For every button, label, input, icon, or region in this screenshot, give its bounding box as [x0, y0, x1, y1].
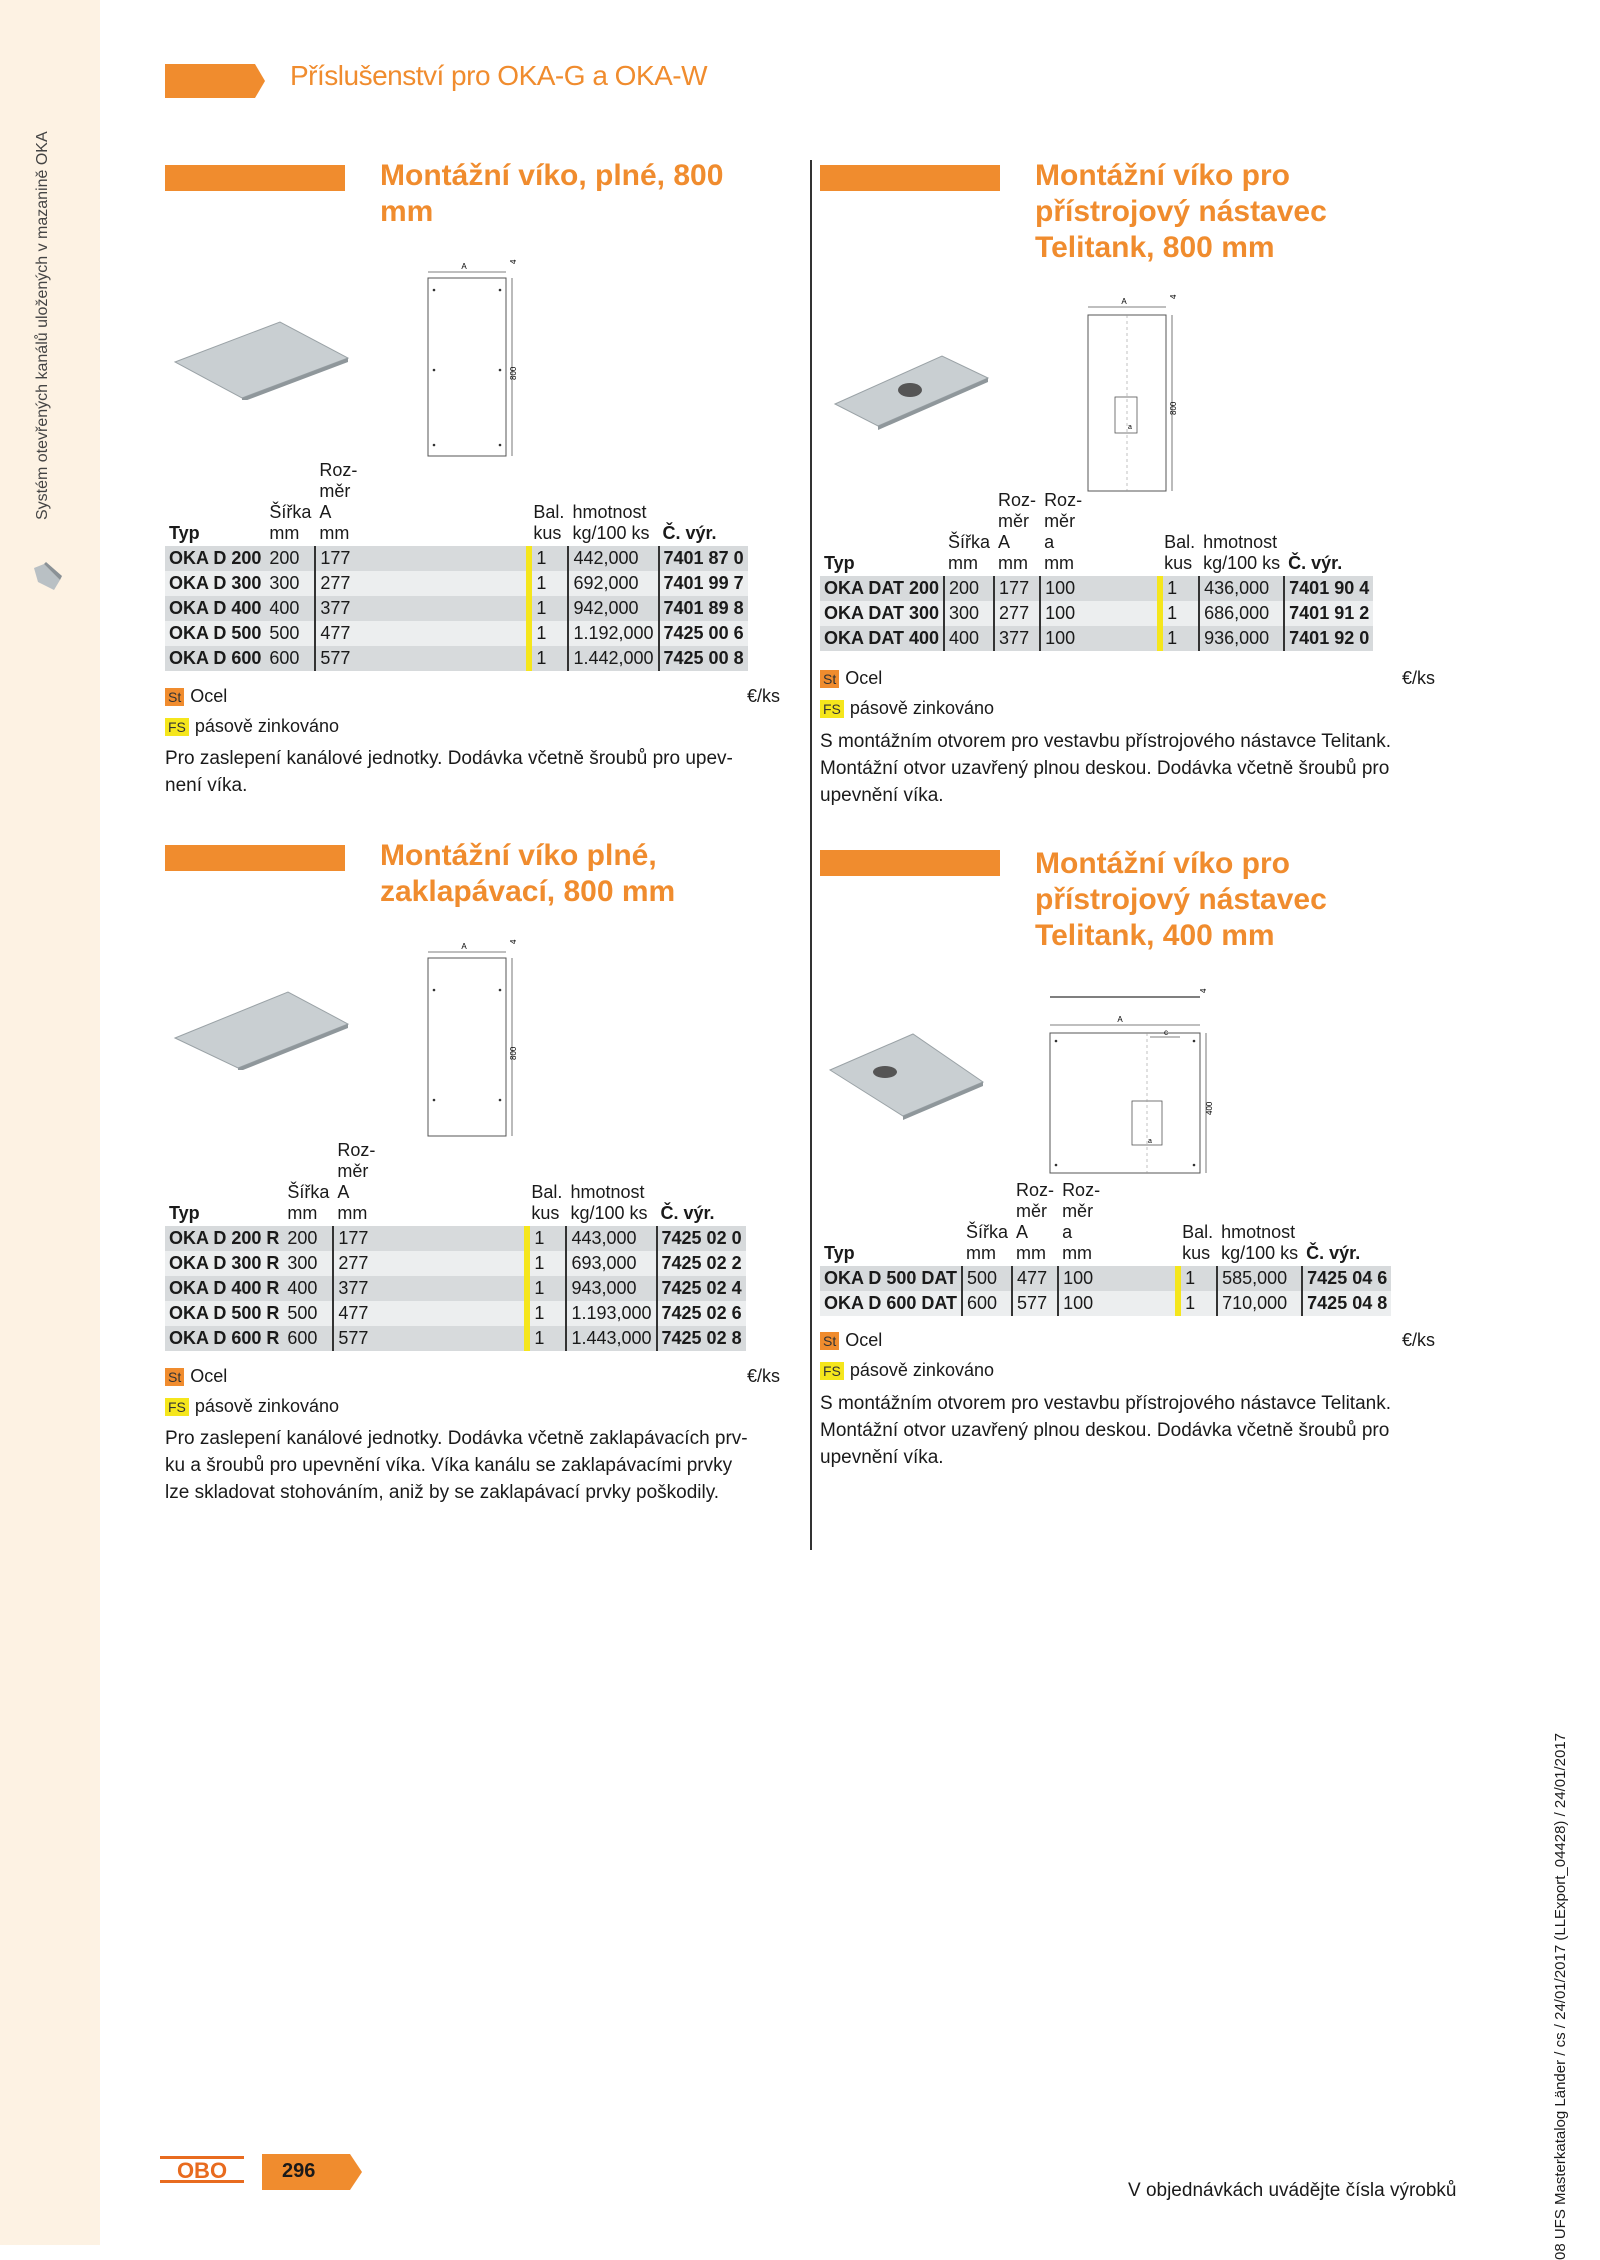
cover-plate-image — [170, 990, 350, 1070]
dim-4-label: 4 — [1199, 988, 1208, 993]
col-sirka: Šířka mm — [269, 502, 312, 543]
dim-a-small-label: a — [1128, 424, 1132, 431]
col-rozmer-a: Roz- měr A mm — [1016, 1180, 1055, 1263]
catalog-info: 08 UFS Masterkatalog Länder / cs / 24/01/2017 (LLExport_04428) / 24/01/2017 — [1552, 1732, 1569, 2260]
legend-st: St Ocel — [165, 686, 227, 707]
legend-fs: FS pásově zinkováno — [165, 1396, 339, 1417]
col-rozmer-a: Roz- měr A mm — [319, 460, 358, 543]
col-sirka: Šířka mm — [966, 1222, 1009, 1263]
col-hmotnost: hmotnost kg/100 ks — [572, 502, 650, 543]
section-title: Montážní víko pro přístrojový nástavec Telitank, 800 mm — [1035, 159, 1327, 264]
dim-a-label: A — [1121, 297, 1127, 306]
section-title: Montážní víko pro přístrojový nástavec Telitank, 400 mm — [1035, 847, 1327, 952]
product-table — [820, 1180, 1391, 1316]
dim-800-label: 800 — [509, 366, 518, 380]
section-bar — [165, 165, 345, 191]
table-row: OKA D 600 R 600 577 1 1.443,000 7425 02 8 — [165, 1326, 746, 1351]
col-typ: Typ — [824, 1243, 855, 1263]
table-row: OKA DAT 400 400 377 100 1 936,000 7401 92 0 — [820, 626, 1373, 651]
dim-400-label: 400 — [1205, 1101, 1214, 1115]
page-title: Příslušenství pro OKA-G a OKA-W — [290, 60, 708, 91]
table-row: OKA D 600 DAT 600 577 100 1 710,000 7425 04 8 — [820, 1291, 1391, 1316]
table-row: OKA D 300 R 300 277 1 693,000 7425 02 2 — [165, 1251, 746, 1276]
section-description: S montážním otvorem pro vestavbu přístrojového nástavce Telitank. Montážní otvor uzavřený plnou deskou. Dodávka včetně šroubů pro upevnění víka. — [820, 1393, 1391, 1468]
obo-logo — [160, 2150, 244, 2190]
section-title: Montážní víko plné, zaklapávací, 800 mm — [380, 839, 676, 908]
col-bal: Bal. kus — [531, 1182, 563, 1223]
cover-plate-image — [825, 1030, 985, 1120]
dim-a-label: A — [461, 942, 467, 951]
section-description: Pro zaslepení kanálové jednotky. Dodávka včetně zaklapávacích prv- ku a šroubů pro upevnění víka. Víka kanálu se zaklapávacími prvky lze skladovat stohováním, aniž by se zaklapávací prvky poškodily. — [165, 1428, 748, 1503]
product-table — [820, 490, 1373, 651]
table-row: OKA D 500 500 477 1 1.192,000 7425 00 6 — [165, 621, 748, 646]
product-table — [165, 460, 748, 671]
col-rozmer-a: Roz- měr A mm — [337, 1140, 376, 1223]
dim-c-label: c — [1164, 1028, 1168, 1037]
price-unit: €/ks — [746, 686, 780, 706]
table-row: OKA D 300 300 277 1 692,000 7401 99 7 — [165, 571, 748, 596]
table-row: OKA D 400 400 377 1 942,000 7401 89 8 — [165, 596, 748, 621]
col-rozmer-a2: Roz- měr a mm — [1044, 490, 1083, 573]
table-row: OKA DAT 300 300 277 100 1 686,000 7401 91 2 — [820, 601, 1373, 626]
legend-st: St Ocel — [165, 1366, 227, 1387]
col-hmotnost: hmotnost kg/100 ks — [570, 1182, 648, 1223]
col-rozmer-a: Roz- měr A mm — [998, 490, 1037, 573]
legend-fs: FS pásově zinkováno — [820, 1360, 994, 1381]
section-bar — [165, 845, 345, 871]
col-sirka: Šířka mm — [287, 1182, 330, 1223]
price-unit: €/ks — [1401, 1330, 1435, 1350]
col-typ: Typ — [169, 1203, 200, 1223]
col-typ: Typ — [169, 523, 200, 543]
table-row: OKA DAT 200 200 177 100 1 436,000 7401 90 4 — [820, 576, 1373, 601]
cover-plate-image — [830, 350, 990, 430]
col-hmotnost: hmotnost kg/100 ks — [1203, 532, 1281, 573]
table-row: OKA D 200 200 177 1 442,000 7401 87 0 — [165, 546, 748, 571]
section-title: Montážní víko, plné, 800 mm — [380, 159, 724, 228]
table-row: OKA D 500 DAT 500 477 100 1 585,000 7425 04 6 — [820, 1266, 1391, 1291]
footer-text: V objednávkách uvádějte čísla výrobků — [1128, 2180, 1457, 2201]
dim-a-small-label: a — [1148, 1138, 1152, 1145]
table-row: OKA D 500 R 500 477 1 1.193,000 7425 02 6 — [165, 1301, 746, 1326]
table-row: OKA D 200 R 200 177 1 443,000 7425 02 0 — [165, 1226, 746, 1251]
channel-icon — [30, 560, 66, 596]
section-bar — [820, 165, 1000, 191]
price-unit: €/ks — [746, 1366, 780, 1386]
price-unit: €/ks — [1401, 668, 1435, 688]
technical-drawing — [420, 250, 530, 460]
dim-800-label: 800 — [509, 1046, 518, 1060]
col-typ: Typ — [824, 553, 855, 573]
dim-a-label: A — [461, 262, 467, 271]
header-bar — [165, 64, 265, 98]
obo-logo-text: OBO — [176, 2158, 228, 2183]
table-row: OKA D 600 600 577 1 1.442,000 7425 00 8 — [165, 646, 748, 671]
product-table — [165, 1140, 746, 1351]
section-description: S montážním otvorem pro vestavbu přístrojového nástavce Telitank. Montážní otvor uzavřený plnou deskou. Dodávka včetně šroubů pro upevnění víka. — [820, 731, 1391, 806]
table-row: OKA D 400 R 400 377 1 943,000 7425 02 4 — [165, 1276, 746, 1301]
dim-a-label: A — [1117, 1015, 1123, 1024]
section-bar — [820, 850, 1000, 876]
dim-800-label: 800 — [1169, 401, 1178, 415]
col-hmotnost: hmotnost kg/100 ks — [1221, 1222, 1299, 1263]
dim-4-label: 4 — [509, 939, 518, 944]
dim-4-label: 4 — [509, 259, 518, 264]
sidebar-title: Systém otevřených kanálů uložených v mazanině OKA — [34, 131, 51, 520]
cover-plate-image — [170, 320, 350, 400]
technical-drawing — [420, 930, 530, 1140]
col-bal: Bal. kus — [533, 502, 565, 543]
col-bal: Bal. kus — [1164, 532, 1196, 573]
section-description: Pro zaslepení kanálové jednotky. Dodávka včetně šroubů pro upev- není víka. — [165, 748, 733, 796]
legend-st: St Ocel — [820, 1330, 882, 1351]
dim-4-label: 4 — [1169, 294, 1178, 299]
legend-fs: FS pásově zinkováno — [820, 698, 994, 719]
col-rozmer-a2: Roz- měr a mm — [1062, 1180, 1101, 1263]
col-sirka: Šířka mm — [948, 532, 991, 573]
col-cvyr: Č. výr. — [660, 1203, 715, 1223]
legend-fs: FS pásově zinkováno — [165, 716, 339, 737]
technical-drawing — [1040, 975, 1220, 1175]
col-bal: Bal. kus — [1182, 1222, 1214, 1263]
page-number: 296 — [282, 2160, 316, 2182]
technical-drawing — [1080, 285, 1190, 495]
column-divider — [810, 160, 812, 1550]
legend-st: St Ocel — [820, 668, 882, 689]
col-cvyr: Č. výr. — [662, 523, 717, 543]
col-cvyr: Č. výr. — [1306, 1243, 1361, 1263]
col-cvyr: Č. výr. — [1288, 553, 1343, 573]
